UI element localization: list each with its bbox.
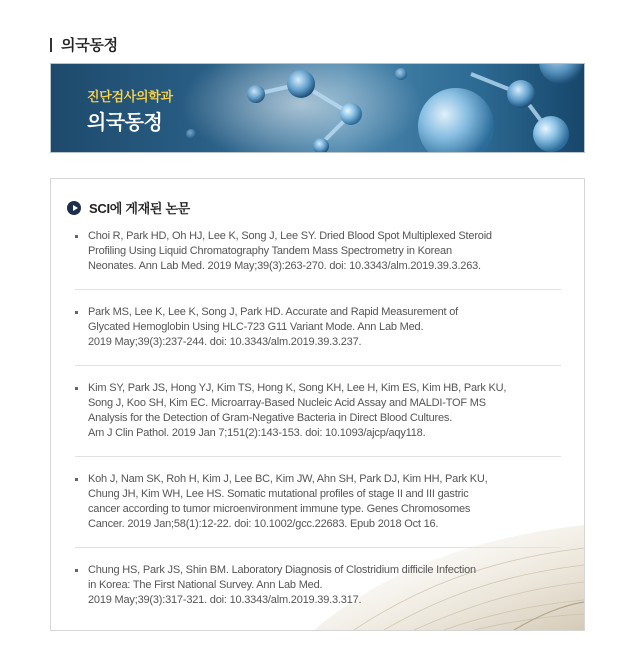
bullet-icon [75,311,78,314]
bullet-icon [75,478,78,481]
banner-subtitle: 진단검사의학과 [87,89,173,104]
content-panel [50,178,585,631]
header-banner [50,63,585,153]
bullet-icon [75,569,78,572]
publication-item [75,563,561,623]
publication-line: Koh J, Nam SK, Roh H, Kim J, Lee BC, Kim JW, Ahn SH, Park DJ, Kim HH, Park KU, [88,473,488,485]
publication-line: Neonates. Ann Lab Med. 2019 May;39(3):263-270. doi: 10.3343/alm.2019.39.3.263. [88,260,481,272]
publication-line: Park MS, Lee K, Lee K, Song J, Park HD. Accurate and Rapid Measurement of [88,306,458,318]
publication-line: Kim SY, Park JS, Hong YJ, Kim TS, Hong K, Song KH, Lee H, Kim ES, Kim HB, Park KU, [88,382,507,394]
page-title [50,34,118,55]
publication-line: Profiling Using Liquid Chromatography Tandem Mass Spectrometry in Korean [88,245,452,257]
publication-item [75,472,561,548]
publication-item [75,229,561,290]
banner-title: 의국동정 [87,112,163,134]
section-heading [67,198,190,217]
arrow-circle-icon [67,201,81,215]
publication-list [75,229,561,631]
publication-line: Choi R, Park HD, Oh HJ, Lee K, Song J, Lee SY. Dried Blood Spot Multiplexed Steroid [88,230,492,242]
publication-line: Analysis for the Detection of Gram-Negative Bacteria in Direct Blood Cultures. [88,412,453,424]
bullet-icon [75,235,78,238]
publication-line: Chung HS, Park JS, Shin BM. Laboratory Diagnosis of Clostridium difficile Infection [88,564,476,576]
publication-line: 2019 May;39(3):317-321. doi: 10.3343/alm.2019.39.3.317. [88,594,362,606]
publication-item [75,305,561,366]
publication-line: Cancer. 2019 Jan;58(1):12-22. doi: 10.1002/gcc.22683. Epub 2018 Oct 16. [88,518,439,530]
publication-line: in Korea: The First National Survey. Ann Lab Med. [88,579,323,591]
publication-line: Chung JH, Kim WH, Lee HS. Somatic mutational profiles of stage II and III gastric [88,488,469,500]
bullet-icon [75,387,78,390]
publication-line: Am J Clin Pathol. 2019 Jan 7;151(2):143-153. doi: 10.1093/ajcp/aqy118. [88,427,426,439]
title-bar-marker [50,38,52,52]
publication-line: 2019 May;39(3):237-244. doi: 10.3343/alm.2019.39.3.237. [88,336,362,348]
section-heading-text: SCI에 게재된 논문 [89,201,190,216]
publication-line: Song J, Koo SH, Kim EC. Microarray-Based Nucleic Acid Assay and MALDI-TOF MS [88,397,486,409]
publication-line: Glycated Hemoglobin Using HLC-723 G11 Variant Mode. Ann Lab Med. [88,321,424,333]
publication-line: cancer according to tumor microenvironment immune type. Genes Chromosomes [88,503,471,515]
publication-item [75,381,561,457]
page-title-text: 의국동정 [61,37,118,54]
